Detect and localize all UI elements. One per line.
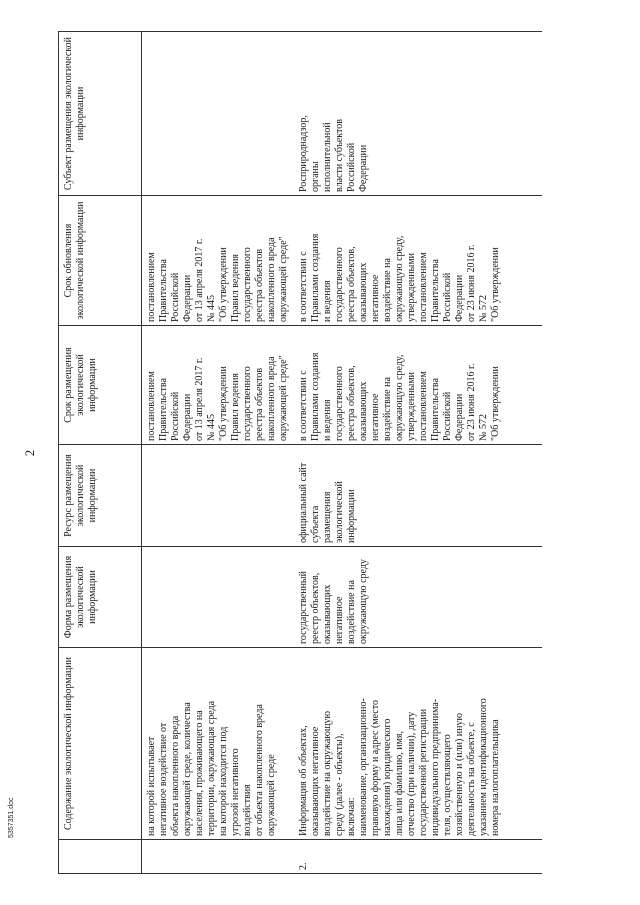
page-number: 2 [22, 449, 37, 457]
row-number-cell [142, 840, 295, 874]
form-cell [142, 547, 295, 648]
subject-cell [142, 32, 295, 196]
placement-term-cell: в соответствии с Правилами создания и ведения государственного реестра объектов, оказывающих негативное воздействие на окружающую среду, утвержденными постановлением Правительства Российской Федерации от 23 июня 2016 г. № 572 "Об утверждении [294, 326, 542, 445]
rotated-document-page [22, 32, 603, 874]
placement-term-cell: постановлением Правительства Российской Федерации от 13 апреля 2017 г. № 445 "Об утверждении Правил ведения государственного реестра объектов накопленного вреда окружающей среде" [142, 326, 295, 445]
row-number-cell: 2. [294, 840, 542, 874]
column-header-form: Форма размещения экологической информации [59, 547, 142, 648]
content-cell: на которой испытывает негативное воздействие от объекта накопленного вреда окружающей среде, количества населения, проживающего на территории, окружающая среда на которой находится под угрозой негативного воздействия от объекта накопленного вреда окружающей среде [142, 648, 295, 840]
subject-cell: Росприроднадзор, органы исполнительной власти субъектов Российской Федерации [294, 32, 542, 196]
form-cell: государственный реестр объектов, оказывающих негативное воздействие на окружающую среду [294, 547, 542, 648]
column-header-content: Содержание экологической информации [59, 648, 142, 840]
resource-cell [142, 445, 295, 547]
column-header-update-term: Срок обновления экологической информации [59, 196, 142, 326]
content-cell: Информация об объектах, оказывающих негативное воздействие на окружающую среду (далее - объекты), включая: наименование, организационно- правовую форму и адрес (место нахождения) юридического лица или фамилию, имя, отчество (при наличии), дату государственной регистрации индивидуального предпринима- теля, осуществляющего хозяйственную и (или) иную деятельность на объекте, с указанием идентификационного номера налогоплательщика [294, 648, 542, 840]
environmental-info-table [58, 31, 542, 874]
table-header-row [59, 32, 142, 874]
update-term-cell: в соответствии с Правилами создания и ведения государственного реестра объектов, оказывающих негативное воздействие на окружающую среду, утвержденными постановлением Правительства Российской Федерации от 23 июня 2016 г. № 572 "Об утверждении [294, 196, 542, 326]
column-header-resource: Ресурс размещения экологической информации [59, 445, 142, 547]
update-term-cell: постановлением Правительства Российской Федерации от 13 апреля 2017 г. № 445 "Об утверждении Правил ведения государственного реестра объектов накопленного вреда окружающей среде" [142, 196, 295, 326]
column-header-number [59, 840, 142, 874]
footer-file-name: 5357351.doc [8, 797, 15, 838]
table-row [142, 32, 295, 874]
column-header-placement-term: Срок размещения экологической информации [59, 326, 142, 445]
column-header-subject: Субъект размещения экологической информации [59, 32, 142, 196]
table-row [294, 32, 542, 874]
resource-cell: официальный сайт субъекта размещения экологической информации [294, 445, 542, 547]
